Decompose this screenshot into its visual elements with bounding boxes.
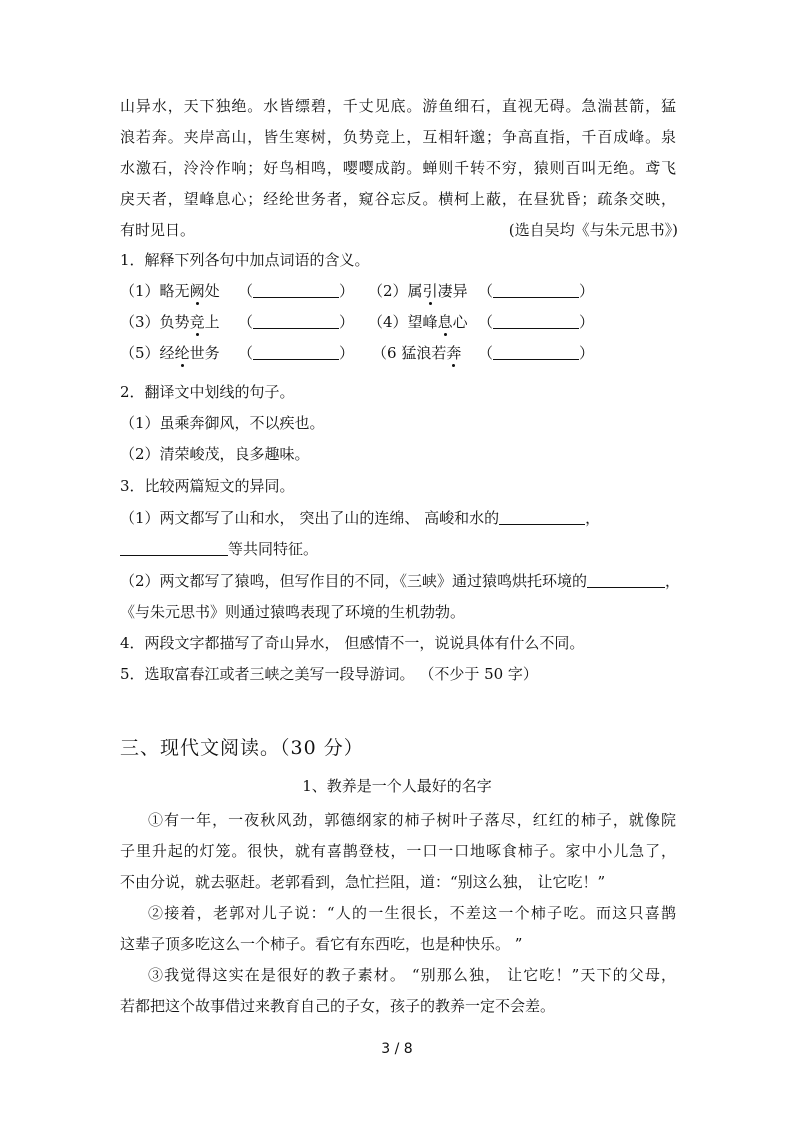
q1-item-text: 处 [204, 282, 220, 300]
answer-blank[interactable] [587, 573, 665, 588]
close-paren: ） [579, 282, 595, 300]
q3-text: （1）两文都写了山和水， 突出了山的连绵、 高峻和水的 [120, 509, 500, 527]
q1-item-num: （3） [120, 313, 160, 331]
passage-line: 有时见日。 [120, 221, 196, 239]
q1-item-num: （4） [368, 313, 408, 331]
q3-part-2-cont: 《与朱元思书》则通过猿鸣表现了环境的生机勃勃。 [120, 603, 466, 621]
q1-item-text: 经 [159, 344, 175, 362]
open-paren: （ [478, 344, 494, 362]
q1-item-text: 世务 [189, 344, 220, 362]
close-paren: ） [339, 344, 355, 362]
article-line: 若都把这个故事借过来教育自己的子女，孩子的教养一定不会差。 [120, 997, 556, 1015]
q3-text: ， [585, 509, 601, 527]
article-line: ③我觉得这实在是很好的教子素材。 “别那么独， 让它吃！”天下的父母， [148, 966, 676, 984]
article-line: 不由分说，就去驱赶。老郭看到，急忙拦阻，道：“别这么独， 让它吃！” [120, 873, 606, 891]
article-line: 这辈子顶多吃这么一个柿子。看它有东西吃，也是种快乐。 ” [120, 935, 523, 953]
article-title: 1、教养是一个人最好的名字 [302, 777, 492, 795]
q1-item-num: （2） [368, 282, 408, 300]
q1-item-2 [368, 281, 468, 301]
q1-dotted-word: 奔 [446, 344, 462, 362]
q1-item-1 [120, 281, 220, 301]
q1-item-text: 属 [407, 282, 423, 300]
close-paren: ） [339, 282, 355, 300]
q3-part-1-cont [120, 539, 318, 559]
article-line: 子里升起的灯笼。很快，就有喜鹊登枝，一口一口地啄食柿子。家中小儿急了， [120, 842, 676, 860]
close-paren: ） [339, 313, 355, 331]
question-2-stem: 2．翻译文中划线的句子。 [120, 383, 295, 401]
answer-blank[interactable] [499, 510, 585, 525]
q3-text: （2）两文都写了猿鸣，但写作目的不同，《三峡》通过猿鸣烘托环境的 [120, 572, 588, 590]
passage-line: 戾天者，望峰息心；经纶世务者，窥谷忘反。横柯上蔽，在昼犹昏；疏条交映， [120, 190, 676, 208]
q2-sentence-1: （1）虽乘奔御风，不以疾也。 [120, 414, 325, 432]
passage-line: 浪若奔。夹岸高山，皆生寒树，负势竞上，互相轩邈；争高直指，千百成峰。泉 [120, 128, 676, 146]
q1-dotted-word: 息 [437, 313, 453, 331]
passage-line: 山异水，天下独绝。水皆缥碧，千丈见底。游鱼细石，直视无碍。急湍甚箭，猛 [120, 97, 676, 115]
q1-dotted-word: 阙 [189, 282, 205, 300]
q1-dotted-word: 竞 [189, 313, 205, 331]
open-paren: （ [238, 282, 254, 300]
section-3-heading: 三、现代文阅读。（30 分） [120, 737, 364, 759]
q1-item-text: 凄异 [437, 282, 468, 300]
q1-item-num: （6 [372, 344, 397, 362]
answer-blank[interactable] [253, 314, 339, 329]
page-number: 3 / 8 [381, 1041, 413, 1057]
q1-answer-1[interactable] [238, 281, 354, 301]
q3-part-2 [120, 571, 680, 591]
answer-blank[interactable] [253, 345, 339, 360]
q3-text: 等共同特征。 [228, 540, 319, 558]
q1-item-3 [120, 312, 220, 332]
q1-item-text: 心 [452, 313, 468, 331]
article-line: ①有一年，一夜秋风劲，郭德纲家的柿子树叶子落尽，红红的柿子，就像院 [148, 811, 676, 829]
q1-item-text: 猛浪若 [401, 344, 447, 362]
q1-answer-3[interactable] [238, 312, 354, 332]
answer-blank[interactable] [253, 283, 339, 298]
q1-item-text: 望峰 [407, 313, 438, 331]
q1-item-num: （1） [120, 282, 160, 300]
q1-item-text: 负势 [159, 313, 190, 331]
q3-part-1 [120, 508, 600, 528]
open-paren: （ [478, 313, 494, 331]
q1-answer-5[interactable] [238, 343, 354, 363]
answer-blank[interactable] [120, 541, 228, 556]
answer-blank[interactable] [493, 314, 579, 329]
q1-item-num: （5） [120, 344, 160, 362]
q1-item-5 [120, 343, 220, 363]
q1-dotted-word: 纶 [174, 344, 190, 362]
question-5-stem: 5．选取富春江或者三峡之美写一段导游词。 （不少于 50 字） [120, 665, 538, 683]
close-paren: ） [579, 313, 595, 331]
passage-source: (选自吴均《与朱元思书》) [508, 221, 678, 239]
question-4-stem: 4．两段文字都描写了奇山异水， 但感情不一，说说具体有什么不同。 [120, 634, 585, 652]
q1-item-text: 略无 [159, 282, 190, 300]
q1-item-4 [368, 312, 468, 332]
article-line: ②接着，老郭对儿子说：“人的一生很长，不差这一个柿子吃。而这只喜鹊 [148, 904, 676, 922]
q1-item-6 [372, 343, 461, 363]
open-paren: （ [478, 282, 494, 300]
open-paren: （ [238, 344, 254, 362]
q1-item-text: 上 [204, 313, 220, 331]
q3-text: ， [665, 572, 681, 590]
question-1-stem: 1．解释下列各句中加点词语的含义。 [120, 251, 370, 269]
answer-blank[interactable] [493, 345, 579, 360]
answer-blank[interactable] [493, 283, 579, 298]
close-paren: ） [579, 344, 595, 362]
question-3-stem: 3．比较两篇短文的异同。 [120, 477, 295, 495]
open-paren: （ [238, 313, 254, 331]
q2-sentence-2: （2）清荣峻茂，良多趣味。 [120, 445, 310, 463]
q1-dotted-word: 引 [422, 282, 438, 300]
q1-answer-6[interactable] [478, 343, 594, 363]
q1-answer-4[interactable] [478, 312, 594, 332]
q1-answer-2[interactable] [478, 281, 594, 301]
passage-line: 水激石，泠泠作响；好鸟相鸣，嘤嘤成韵。蝉则千转不穷，猿则百叫无绝。鸢飞 [120, 159, 676, 177]
